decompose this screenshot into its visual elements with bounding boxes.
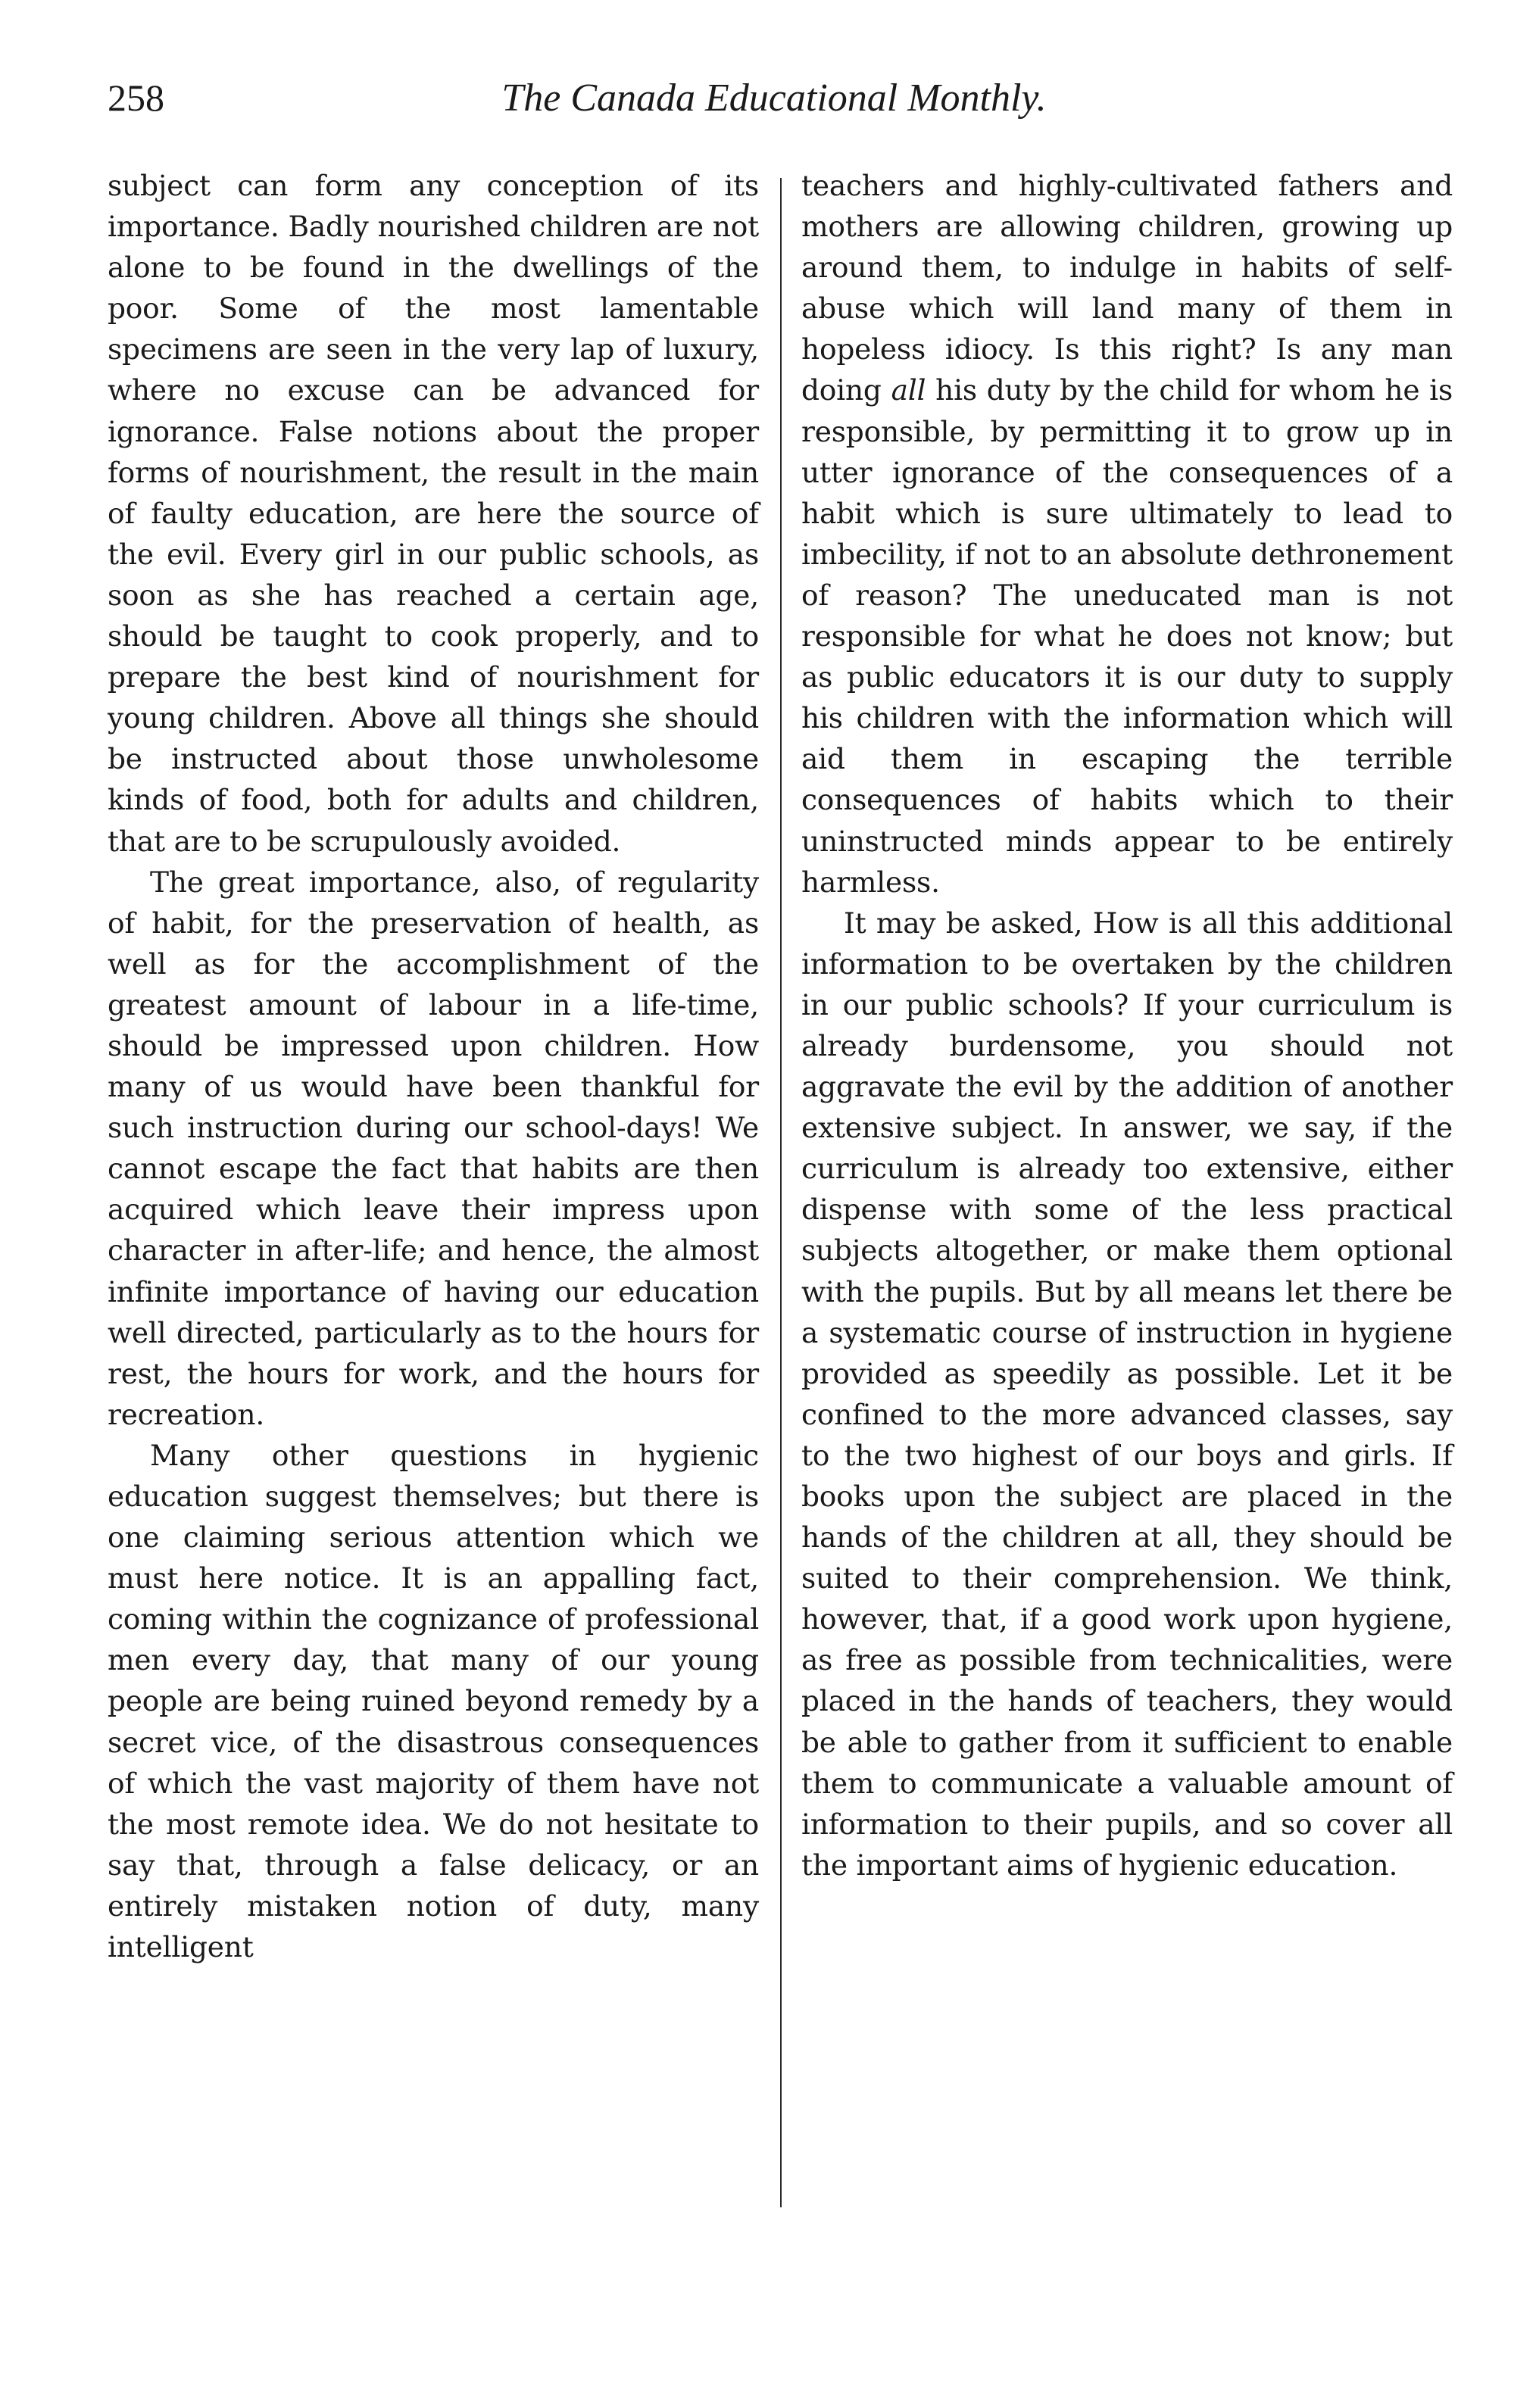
right-column [801, 165, 1453, 1886]
page-header [108, 76, 1441, 129]
left-paragraph-3: Many other questions in hygienic education suggest themselves; but there is one claiming serious attention which we must here notice. It is an appalling fact, coming within the cognizance of professional men every day, that many of our young people are being ruined beyond remedy by a secret vice, of the disastrous consequences of which the vast majority of them have not the most remote idea. We do not hesitate to say that, through a false delicacy, or an entirely mistaken notion of duty, many intelligent [108, 1438, 759, 1964]
right-paragraph-1-start: teachers and highly-cultivated fathers and mothers are allowing children, growing up around them, to indulge in habits of self-abuse which will land many of them in hopeless idiocy. Is this right? Is any man doing [801, 169, 1453, 407]
right-paragraph-1 [801, 165, 1453, 903]
left-paragraph-1: subject can form any conception of its importance. Badly nourished children are not alone to be found in the dwellings of the poor. Some of the most lamentable specimens are seen in the very lap of luxury, where no excuse can be advanced for ignorance. False notions about the proper forms of nourishment, the result in the main of faulty education, are here the source of the evil. Every girl in our public schools, as soon as she has reached a certain age, should be taught to cook properly, and to prepare the best kind of nourishment for young children. Above all things she should be instructed about those unwholesome kinds of food, both for adults and children, that are to be scrupulously avoided. [108, 169, 759, 858]
right-paragraph-2: It may be asked, How is all this additional information to be overtaken by the children in our public schools? If your curriculum is already burdensome, you should not aggravate the evil by the addition of another extensive subject. In answer, we say, if the curriculum is already too extensive, either dispense with some of the less practical subjects altogether, or make them optional with the pupils. But by all means let there be a systematic course of instruction in hygiene provided as speedily as possible. Let it be confined to the more advanced classes, say to the two highest of our boys and girls. If books upon the subject are placed in the hands of the children at all, they should be suited to their comprehension. We think, however, that, if a good work upon hygiene, as free as possible from technicalities, were placed in the hands of teachers, they would be able to gather from it sufficient to enable them to communicate a valuable amount of information to their pupils, and so cover all the important aims of hygienic education. [801, 906, 1453, 1882]
right-paragraph-1-end: his duty by the child for whom he is responsible, by permitting it to grow up in utter ignorance of the consequences of a habit which is sure ultimately to lead to imbecility, if not to an absolute dethronement of reason? The uneducated man is not responsible for what he does not know; but as public educators it is our duty to supply his children with the information which will aid them in escaping the terrible consequences of habits which to their uninstructed minds appear to be entirely harmless. [801, 373, 1453, 899]
emphasis-all: all [891, 373, 926, 407]
left-column [108, 165, 759, 1967]
left-paragraph-2: The great importance, also, of regularity of habit, for the preservation of health, as well as for the accomplishment of the greatest amount of labour in a life-time, should be impressed upon children. How many of us would have been thankful for such instruction during our school-days! We cannot escape the fact that habits are then acquired which leave their impress upon character in after-life; and hence, the almost infinite importance of having our education well directed, particularly as to the hours for rest, the hours for work, and the hours for recreation. [108, 865, 759, 1431]
page-number: 258 [108, 76, 164, 119]
column-divider [780, 178, 782, 2207]
running-title: The Canada Educational Monthly. [501, 76, 1047, 120]
